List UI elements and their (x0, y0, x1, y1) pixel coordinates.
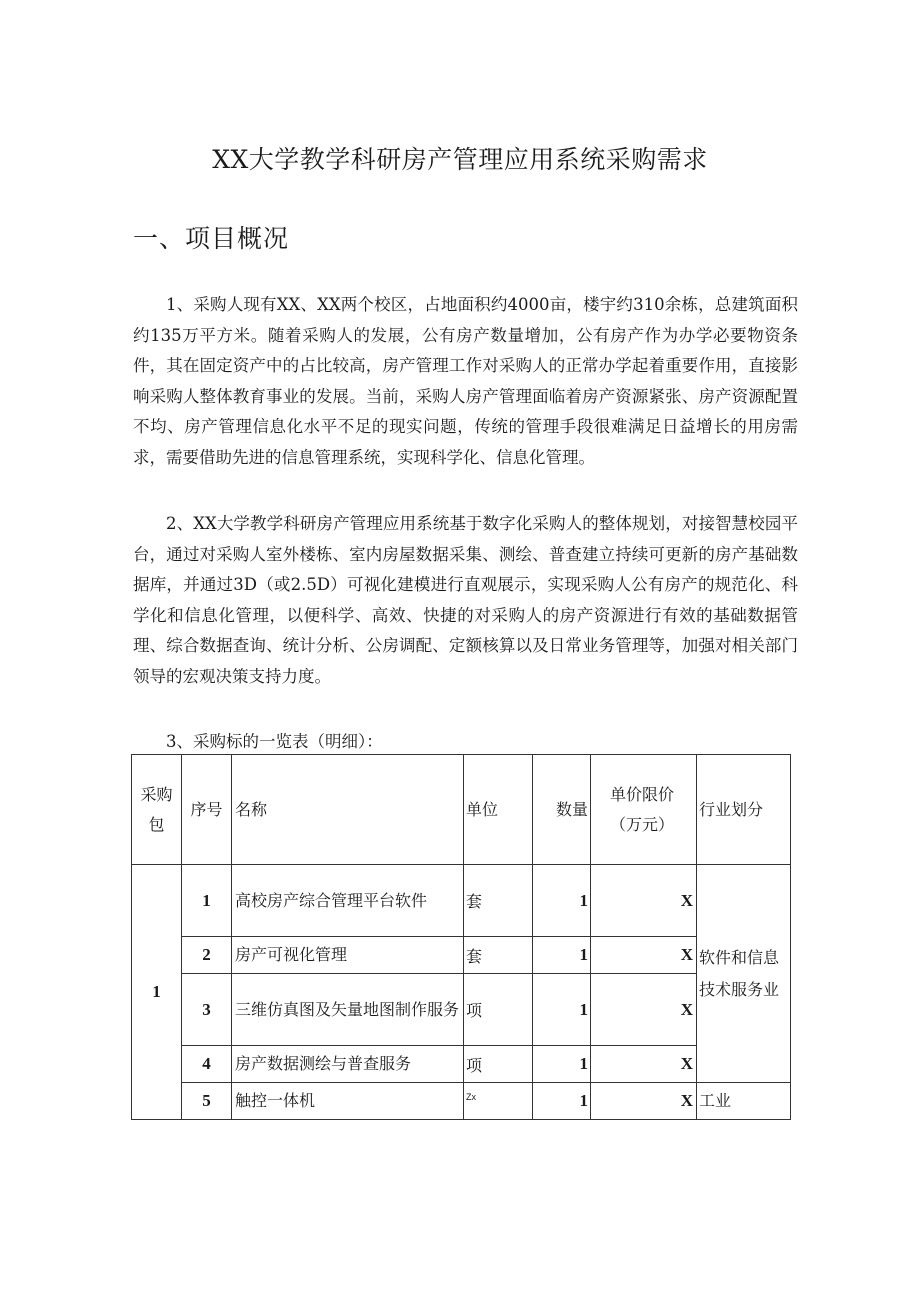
table-row (132, 937, 791, 974)
document-title: XX大学教学科研房产管理应用系统采购需求 (212, 145, 708, 174)
header-price (591, 755, 697, 865)
unit-text: Zx (466, 1091, 476, 1102)
header-price-line1: 单价限价 (609, 784, 674, 804)
header-package-line2: 包 (148, 814, 165, 834)
table-header-row (132, 755, 791, 865)
industry-cell: 工业 (697, 1083, 791, 1120)
qty-cell: 1 (533, 1083, 591, 1120)
header-package-line1: 采购 (140, 784, 173, 804)
header-industry: 行业划分 (697, 755, 791, 865)
name-cell: 触控一体机 (232, 1083, 464, 1120)
table-caption: 3、采购标的一览表（明细）： (166, 732, 383, 751)
unit-cell (464, 1083, 533, 1120)
qty-cell: 1 (533, 937, 591, 974)
seq-cell: 5 (182, 1083, 232, 1120)
price-cell: X (591, 974, 697, 1046)
package-cell: 1 (132, 865, 182, 1120)
paragraph-2: 2、XX大学教学科研房产管理应用系统基于数字化采购人的整体规划，对接智慧校园平台，通过对采购人室外楼栋、室内房屋数据采集、测绘、普查建立持续可更新的房产基础数据库，并通过3D（或2.5D）可视化建模进行直观展示，实现采购人公有房产的规范化、科学化和信息化管理，以便科学、高效、快捷的对采购人的房产资源进行有效的基础数据管理、综合数据查询、统计分析、公房调配、定额核算以及日常业务管理等，加强对相关部门领导的宏观决策支持力度。 (133, 514, 798, 686)
unit-cell: 套 (464, 865, 533, 937)
header-seq: 序号 (182, 755, 232, 865)
section-heading: 一、项目概况 (133, 224, 290, 253)
qty-cell: 1 (533, 865, 591, 937)
price-cell: X (591, 937, 697, 974)
qty-cell: 1 (533, 1046, 591, 1083)
header-unit: 单位 (464, 755, 533, 865)
name-cell: 三维仿真图及矢量地图制作服务 (232, 974, 464, 1046)
seq-cell: 3 (182, 974, 232, 1046)
paragraph-1: 1、采购人现有XX、XX两个校区，占地面积约4000亩，楼宇约310余栋，总建筑面积约135万平方米。随着采购人的发展，公有房产数量增加，公有房产作为办学必要物资条件，其在固定资产中的占比较高，房产管理工作对采购人的正常办学起着重要作用，直接影响采购人整体教育事业的发展。当前，采购人房产管理面临着房产资源紧张、房产资源配置不均、房产管理信息化水平不足的现实问题，传统的管理手段很难满足日益增长的用房需求，需要借助先进的信息管理系统，实现科学化、信息化管理。 (133, 295, 798, 467)
qty-cell: 1 (533, 974, 591, 1046)
table-row (132, 974, 791, 1046)
unit-cell: 项 (464, 1046, 533, 1083)
price-cell: X (591, 1083, 697, 1120)
header-name: 名称 (232, 755, 464, 865)
seq-cell: 4 (182, 1046, 232, 1083)
procurement-table (131, 754, 791, 1120)
unit-cell: 项 (464, 974, 533, 1046)
header-qty: 数量 (533, 755, 591, 865)
seq-cell: 2 (182, 937, 232, 974)
unit-cell: 套 (464, 937, 533, 974)
table-row (132, 1046, 791, 1083)
name-cell: 房产数据测绘与普查服务 (232, 1046, 464, 1083)
price-cell: X (591, 865, 697, 937)
header-package (132, 755, 182, 865)
name-cell: 高校房产综合管理平台软件 (232, 865, 464, 937)
header-price-line2: （万元） (609, 814, 674, 834)
table-row (132, 865, 791, 937)
name-cell: 房产可视化管理 (232, 937, 464, 974)
seq-cell: 1 (182, 865, 232, 937)
price-cell: X (591, 1046, 697, 1083)
table-row (132, 1083, 791, 1120)
industry-cell: 软件和信息技术服务业 (697, 865, 791, 1083)
